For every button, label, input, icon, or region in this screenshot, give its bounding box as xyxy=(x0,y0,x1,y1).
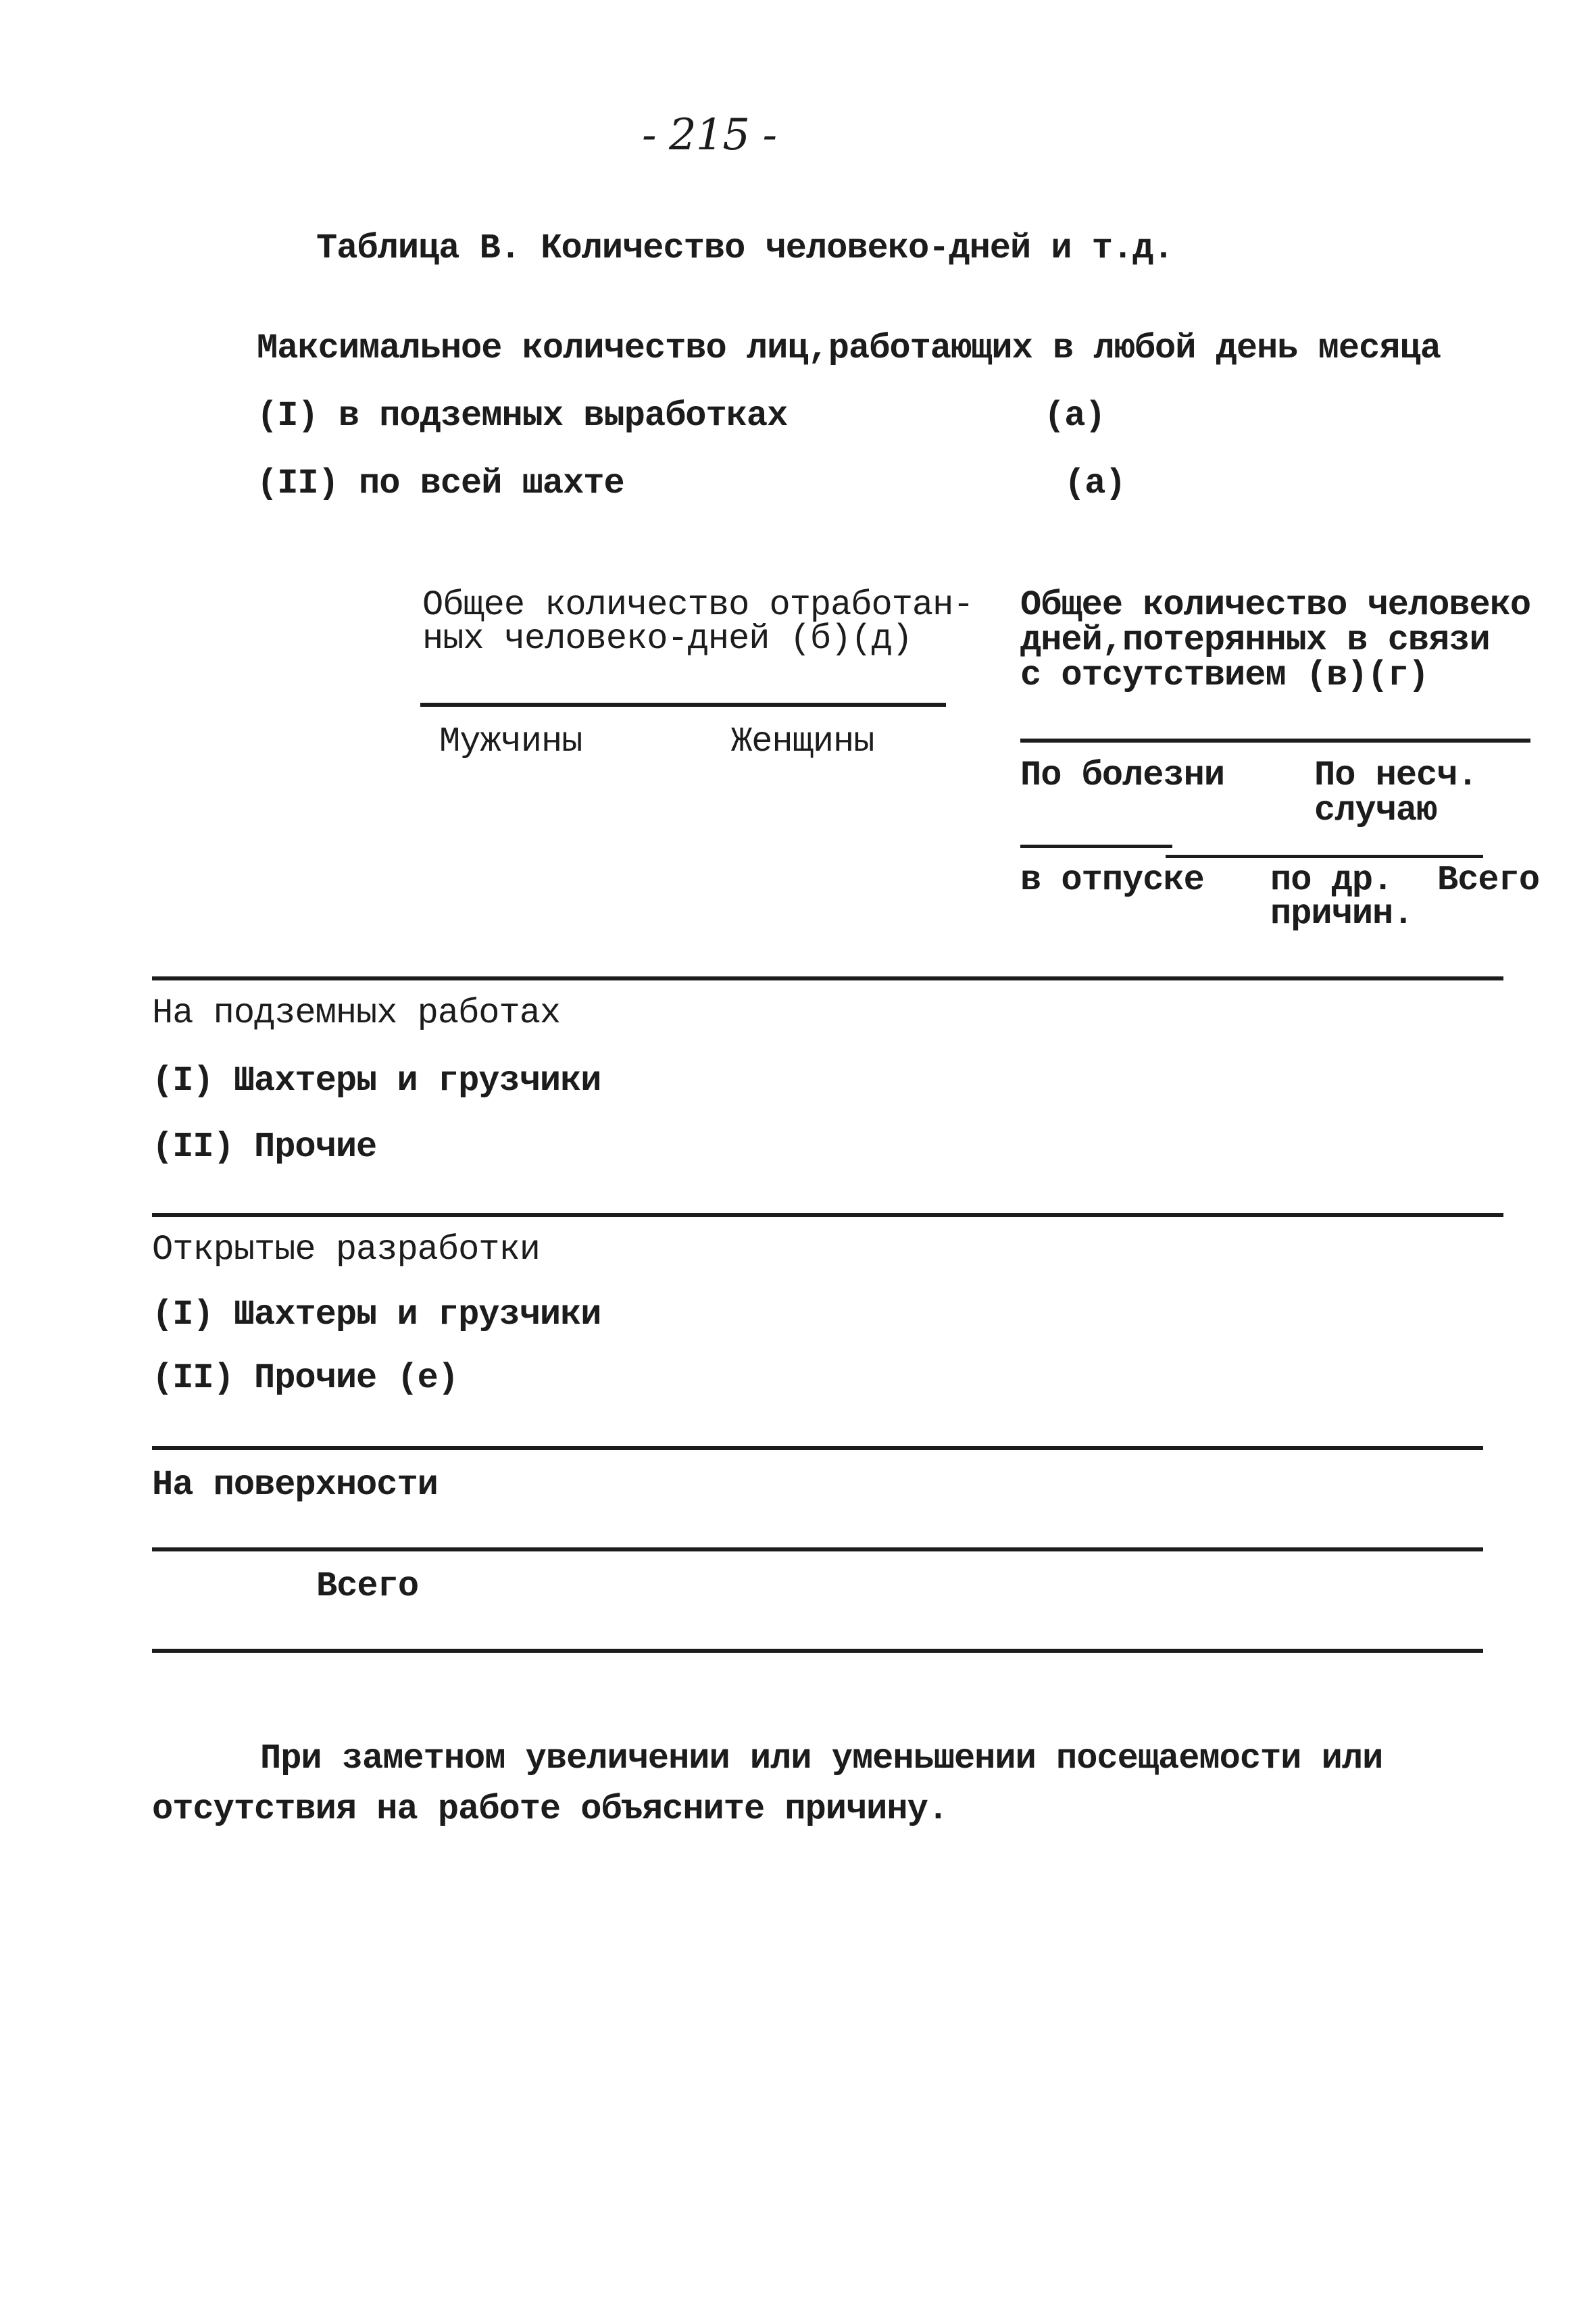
open-pit-section-title: Открытые разработки xyxy=(152,1230,540,1270)
accident-column-header-line-1: По несч. xyxy=(1314,755,1478,795)
worked-days-heading-line-1: Общее количество отработан- xyxy=(422,585,974,625)
worked-days-heading-line-2: ных человеко-дней (б)(д) xyxy=(422,619,912,659)
surface-section-title: На поверхности xyxy=(152,1465,438,1505)
open-pit-row-1: (I) Шахтеры и грузчики xyxy=(152,1295,601,1335)
men-column-header: Мужчины xyxy=(439,722,582,762)
footnote-line-2: отсутствия на работе объясните причину. xyxy=(152,1789,948,1829)
other-reasons-column-header-line-1: по др. xyxy=(1270,860,1393,900)
surface-bottom-rule xyxy=(152,1547,1483,1551)
underground-bottom-rule xyxy=(152,1213,1503,1217)
table-bottom-rule xyxy=(152,1649,1483,1653)
accident-column-header-line-2: случаю xyxy=(1314,791,1437,830)
lost-days-heading-line-3: с отсутствием (в)(г) xyxy=(1020,655,1429,695)
women-column-header: Женщины xyxy=(731,722,874,762)
worked-days-rule xyxy=(420,703,946,707)
total-column-header: Всего xyxy=(1437,860,1540,900)
table-title: Таблица В. Количество человеко-дней и т.д. xyxy=(316,228,1174,268)
other-reasons-column-header-line-2: причин. xyxy=(1270,894,1414,934)
leave-column-header: в отпуске xyxy=(1020,860,1204,900)
leave-sub-rule xyxy=(1166,855,1483,858)
max-persons-row-1-note: (а) xyxy=(1044,396,1105,436)
illness-column-header: По болезни xyxy=(1020,755,1225,795)
page-number: - 215 - xyxy=(642,110,777,160)
max-persons-row-2-label: (II) по всей шахте xyxy=(257,464,624,503)
lost-days-heading-line-1: Общее количество человеко xyxy=(1020,585,1531,625)
footnote-line-1: При заметном увеличении или уменьшении посещаемости или xyxy=(260,1739,1383,1778)
illness-sub-rule xyxy=(1020,845,1172,848)
total-row-label: Всего xyxy=(316,1566,419,1606)
header-bottom-rule xyxy=(152,976,1503,980)
underground-row-1: (I) Шахтеры и грузчики xyxy=(152,1061,601,1101)
open-pit-bottom-rule xyxy=(152,1446,1483,1450)
lost-days-rule xyxy=(1020,739,1530,743)
underground-section-title: На подземных работах xyxy=(152,993,561,1033)
max-persons-heading: Максимальное количество лиц,работающих в любой день месяца xyxy=(257,328,1441,368)
max-persons-row-2-note: (а) xyxy=(1064,464,1126,503)
lost-days-heading-line-2: дней,потерянных в связи xyxy=(1020,620,1490,660)
underground-row-2: (II) Прочие xyxy=(152,1127,377,1167)
open-pit-row-2: (II) Прочие (е) xyxy=(152,1358,459,1398)
max-persons-row-1-label: (I) в подземных выработках xyxy=(257,396,788,436)
